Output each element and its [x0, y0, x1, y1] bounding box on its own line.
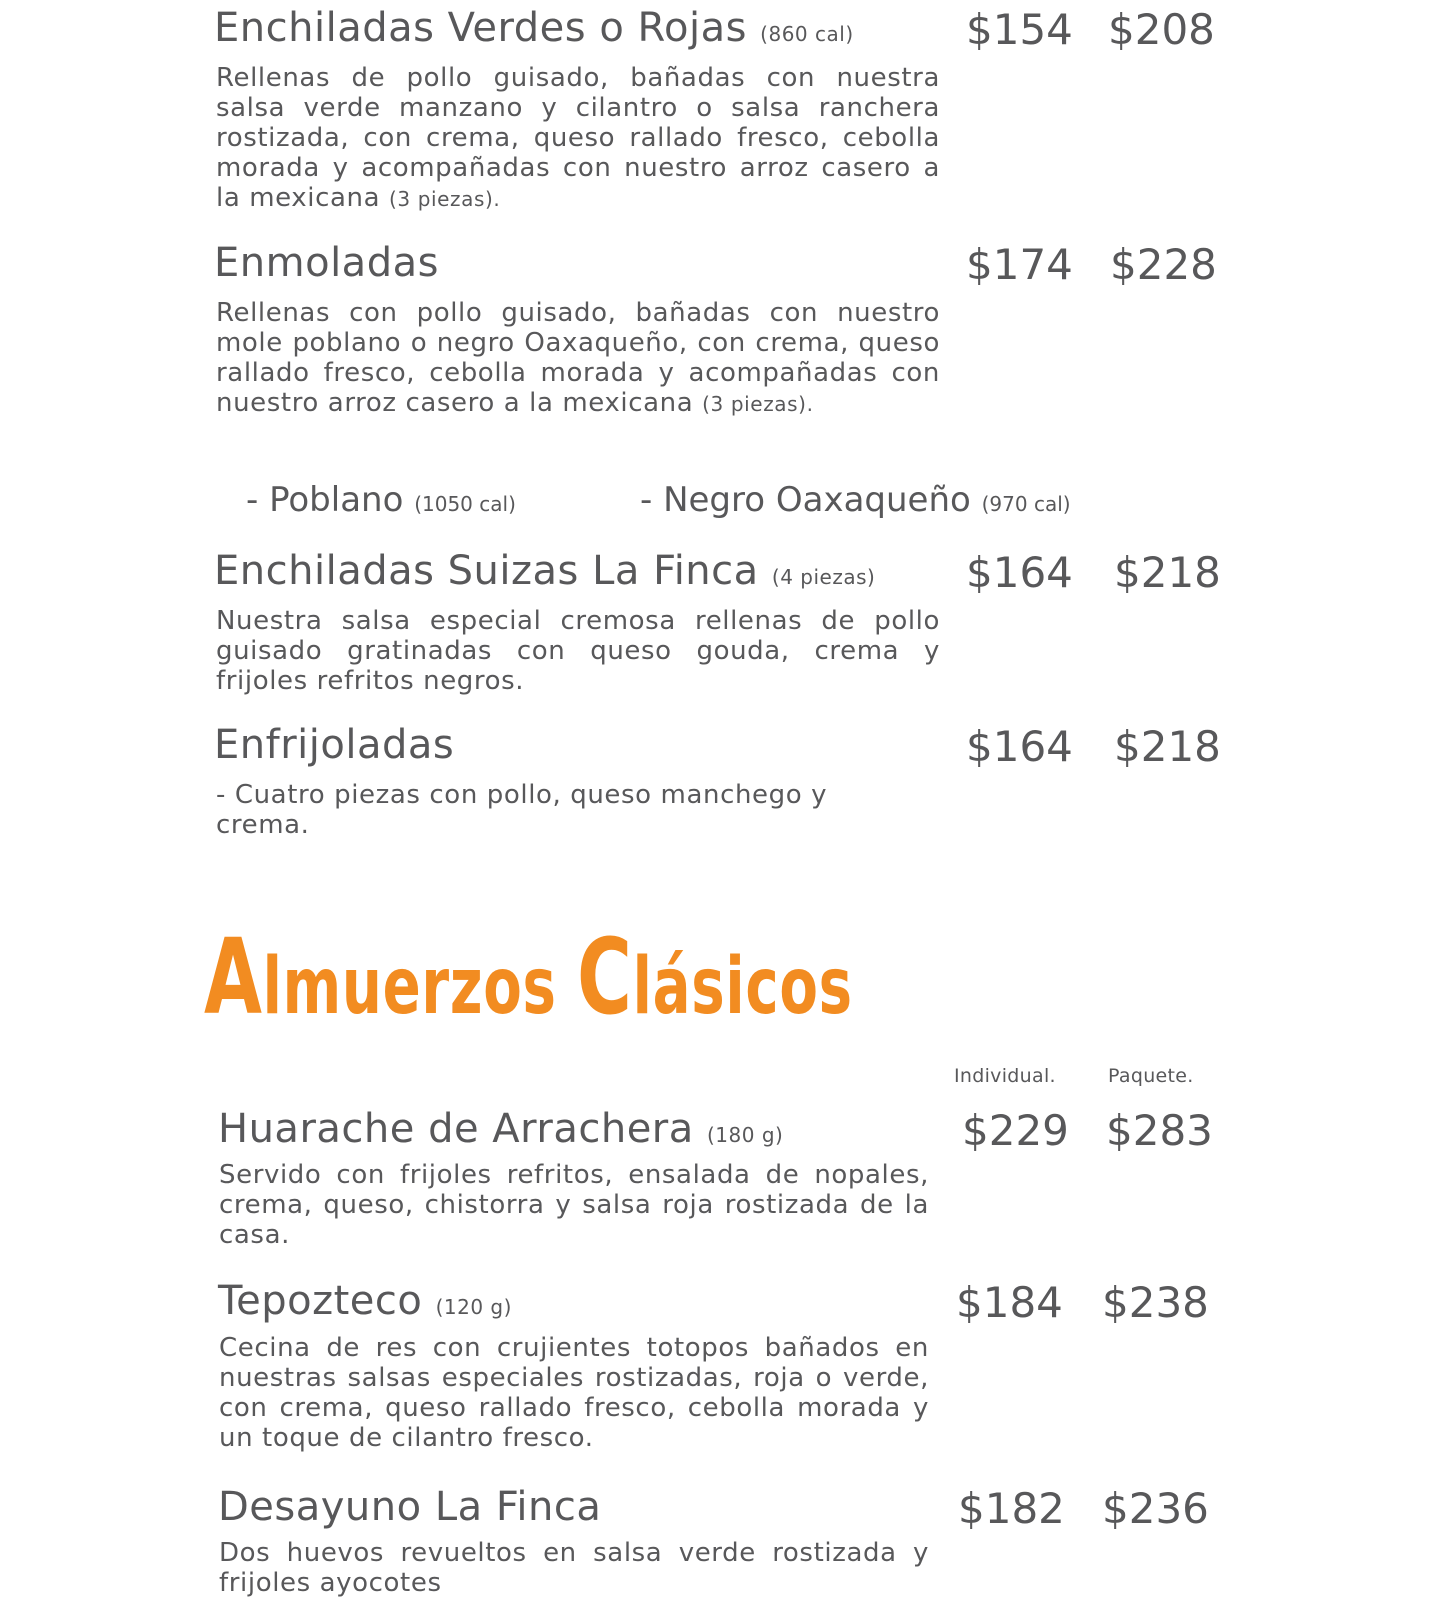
price-package: $208 — [1108, 5, 1215, 54]
price-individual: $154 — [966, 5, 1073, 54]
column-header-individual: Individual. — [954, 1065, 1056, 1087]
item-name: Enmoladas — [214, 240, 439, 286]
price-package: $238 — [1102, 1278, 1209, 1327]
price-individual: $229 — [962, 1106, 1069, 1155]
item-description: Servido con frijoles refritos, ensalada de nopales, crema, queso, chistorra y salsa roja rostizada de la casa. — [219, 1160, 929, 1250]
item-weight: (180 g) — [706, 1123, 784, 1147]
price-package: $236 — [1102, 1484, 1209, 1533]
item-description: Rellenas de pollo guisado, bañadas con nuestra salsa verde manzano y cilantro o salsa ranchera rostizada, con crema, queso rallado fresco, cebolla morada y acompañadas con nuestro arroz casero a la mexicana (3 piezas). — [216, 63, 940, 213]
item-name: Enfrijoladas — [214, 722, 455, 768]
item-name: Enchiladas Suizas La Finca (4 piezas) — [214, 548, 876, 594]
price-individual: $184 — [956, 1278, 1063, 1327]
item-name: Desayuno La Finca — [218, 1484, 602, 1530]
item-name: Tepozteco (120 g) — [218, 1278, 512, 1324]
price-individual: $174 — [966, 240, 1073, 289]
item-pieces: (4 piezas) — [771, 565, 876, 589]
price-package: $218 — [1114, 548, 1221, 597]
section-title: Almuerzos Clásicos — [204, 916, 853, 1038]
price-individual: $164 — [966, 722, 1073, 771]
price-package: $228 — [1110, 240, 1217, 289]
item-name: Huarache de Arrachera (180 g) — [218, 1106, 784, 1152]
price-package: $218 — [1114, 722, 1221, 771]
item-description: Rellenas con pollo guisado, bañadas con nuestro mole poblano o negro Oaxaqueño, con crema, queso rallado fresco, cebolla morada y acompañadas con nuestro arroz casero a la mexicana (3 piezas). — [216, 298, 940, 418]
price-individual: $164 — [966, 548, 1073, 597]
item-description: - Cuatro piezas con pollo, queso manchego y crema. — [216, 780, 828, 840]
price-individual: $182 — [958, 1484, 1065, 1533]
item-description: Cecina de res con crujientes totopos bañados en nuestras salsas especiales rostizadas, roja o verde, con crema, queso rallado fresco, cebolla morada y un toque de cilantro fresco. — [219, 1333, 929, 1453]
item-weight: (120 g) — [435, 1295, 512, 1319]
item-description: Nuestra salsa especial cremosa rellenas de pollo guisado gratinadas con queso gouda, crema y frijoles refritos negros. — [216, 606, 940, 696]
option-negro-oaxaqueno: - Negro Oaxaqueño (970 cal) — [640, 480, 1071, 520]
column-header-package: Paquete. — [1108, 1065, 1194, 1087]
item-name: Enchiladas Verdes o Rojas (860 cal) — [214, 5, 854, 51]
price-package: $283 — [1106, 1106, 1213, 1155]
option-poblano: - Poblano (1050 cal) — [246, 480, 516, 520]
item-calories: (860 cal) — [760, 22, 854, 46]
item-description: Dos huevos revueltos en salsa verde rostizada y frijoles ayocotes — [219, 1538, 929, 1598]
